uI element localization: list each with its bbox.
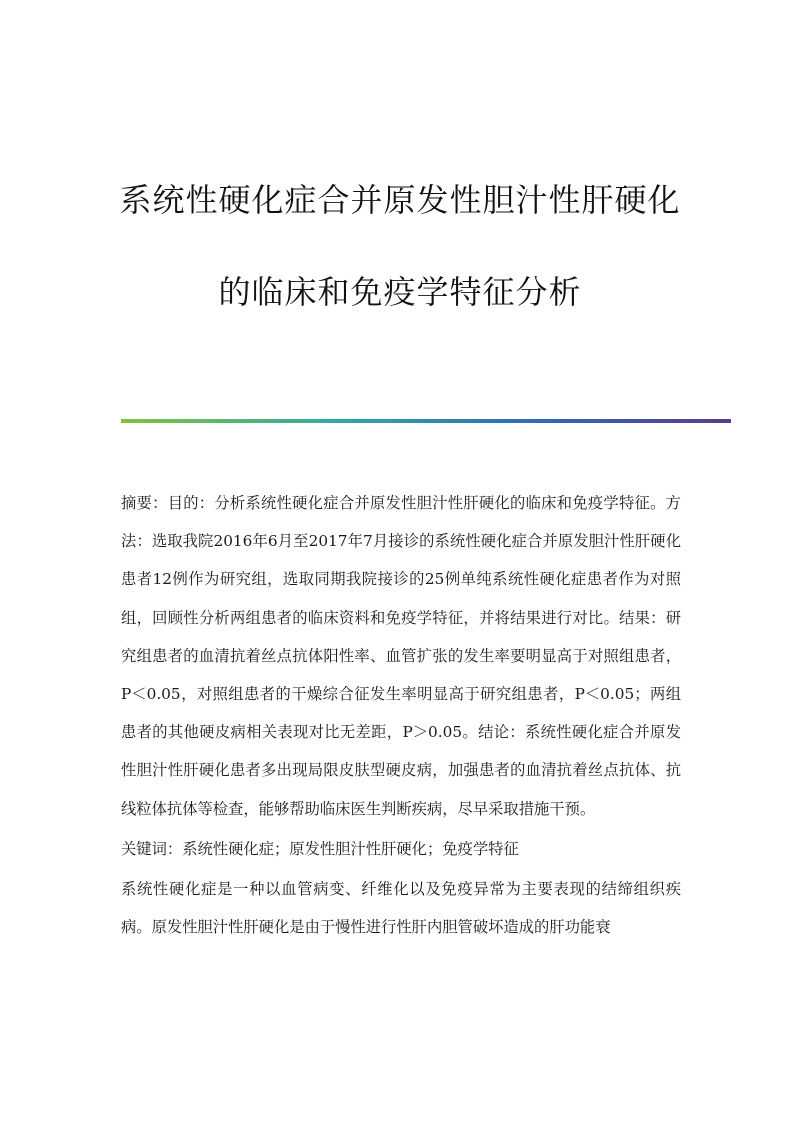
title-line-2: 的临床和免疫学特征分析 [218, 273, 582, 311]
abstract-paragraph [121, 484, 681, 828]
keywords-text: 系统性硬化症；原发性胆汁性肝硬化；免疫学特征 [182, 839, 519, 858]
title-line-1: 系统性硬化症合并原发性胆汁性肝硬化 [119, 181, 681, 219]
document-body [121, 484, 681, 946]
abstract-label: 摘要： [121, 494, 168, 512]
title-divider [121, 419, 731, 423]
keywords-paragraph [121, 830, 681, 868]
keywords-label: 关键词： [121, 839, 183, 858]
intro-paragraph: 系统性硬化症是一种以血管病变、纤维化以及免疫异常为主要表现的结缔组织疾病。原发性胆汁性肝硬化是由于慢性进行性肝内胆管破坏造成的肝功能衰 [121, 880, 681, 937]
abstract-text: 目的：分析系统性硬化症合并原发性胆汁性肝硬化的临床和免疫学特征。方法：选取我院2016年6月至2017年7月接诊的系统性硬化症合并原发胆汁性肝硬化患者12例作为研究组，选取同期我院接诊的25例单纯系统性硬化症患者作为对照组，回顾性分析两组患者的临床资料和免疫学特征，并将结果进行对比。结果：研究组患者的血清抗着丝点抗体阳性率、血管扩张的发生率要明显高于对照组患者，P＜0.05，对照组患者的干燥综合征发生率明显高于研究组患者，P＜0.05；两组患者的其他硬皮病相关表现对比无差距，P＞0.05。结论：系统性硬化症合并原发性胆汁性肝硬化患者多出现局限皮肤型硬皮病，加强患者的血清抗着丝点抗体、抗线粒体抗体等检查，能够帮助临床医生判断疾病，尽早采取措施干预。 [121, 494, 681, 818]
document-title [70, 180, 730, 312]
